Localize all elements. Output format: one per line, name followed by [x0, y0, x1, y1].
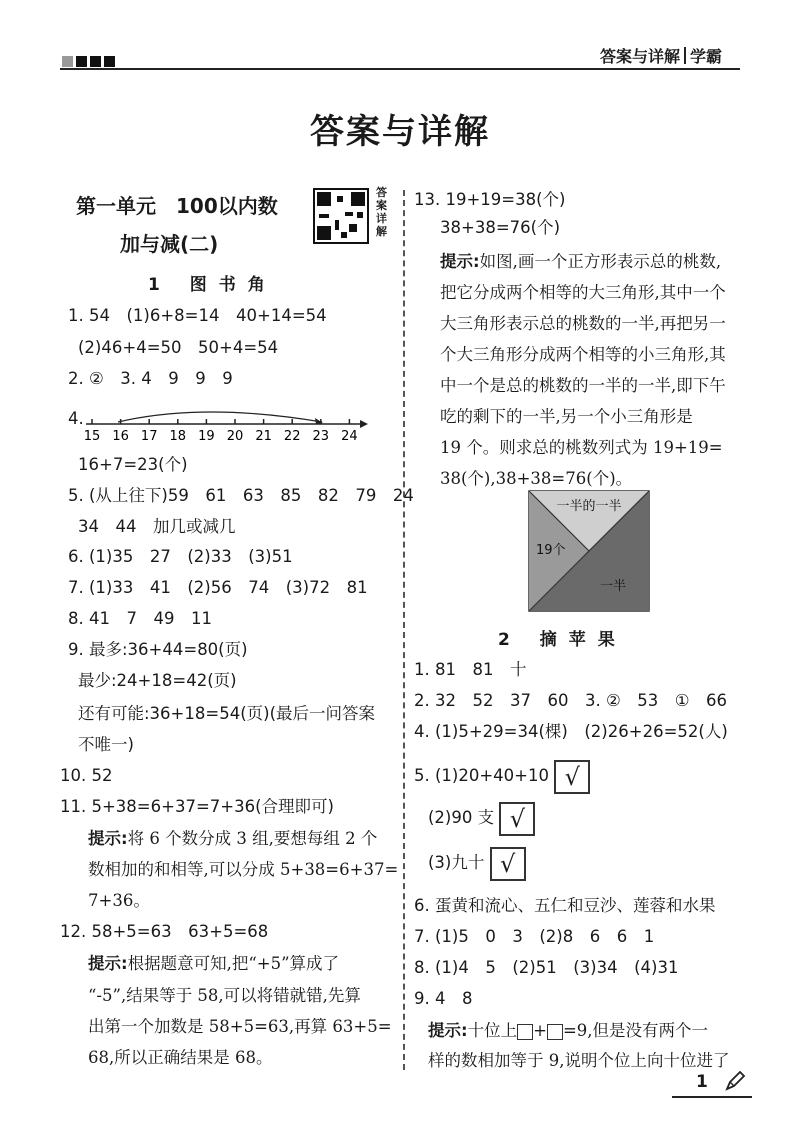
hint-b9: 提示:十位上 + =9,但是没有两个一 — [428, 1021, 709, 1040]
section-title-1: 1 图书角 — [148, 275, 277, 295]
answer-b5c: (3)九十 √ — [428, 845, 526, 881]
number-line-label: 18 — [169, 429, 187, 444]
answer-9d: 不唯一) — [78, 735, 134, 754]
number-line-label: 24 — [341, 429, 358, 444]
qr-label: 答案详解 — [376, 186, 387, 238]
answer-5: 5. (从上往下)59 61 63 85 82 79 24 — [68, 486, 414, 505]
answer-12: 12. 58+5=63 63+5=68 — [60, 922, 269, 941]
number-line-label: 15 — [84, 429, 101, 444]
hint-13-8: 38(个),38+38=76(个)。 — [440, 469, 633, 488]
header-title: 答案与详解 — [599, 47, 680, 66]
answer-b4: 4. (1)5+29=34(棵) (2)26+26=52(人) — [414, 722, 728, 741]
answer-b8: 8. (1)4 5 (2)51 (3)34 (4)31 — [414, 958, 679, 977]
number-line-label: 17 — [140, 429, 158, 444]
qr-code[interactable] — [313, 188, 369, 244]
answer-4b: 16+7=23(个) — [78, 455, 188, 474]
diagram-label-left: 19个 — [536, 543, 566, 558]
header-brand: 学霸 — [690, 47, 723, 66]
footer-rule — [672, 1096, 752, 1098]
hint-12d: 出第一个加数是 58+5=63,再算 63+5= — [88, 1017, 392, 1036]
square-diagram — [528, 490, 650, 612]
unit-title-line2: 加与减(二) — [120, 232, 219, 256]
unit-title-line1: 第一单元 100以内数 — [76, 194, 278, 218]
hint-b9c: 样的数相加等于 9,说明个位上向十位进了 — [428, 1051, 730, 1070]
answer-1: 1. 54 (1)6+8=14 40+14=54 — [68, 306, 327, 325]
hint-13-7: 19 个。则求总的桃数列式为 19+19= — [440, 438, 723, 457]
answer-13b: 38+38=76(个) — [440, 218, 561, 237]
check-box-1: √ — [554, 760, 590, 794]
hint-13-5: 中一个是总的桃数的一半的一半,即下午 — [440, 376, 726, 395]
hint-11d: 7+36。 — [88, 891, 150, 910]
answer-9c: 还有可能:36+18=54(页)(最后一问答案 — [78, 704, 376, 723]
header-separator — [684, 47, 686, 64]
answer-11: 11. 5+38=6+37=7+36(合理即可) — [60, 797, 334, 816]
page-title: 答案与详解 — [310, 112, 490, 152]
column-divider — [403, 190, 405, 1070]
check-box-3: √ — [490, 847, 526, 881]
hint-13-4: 个大三角形分成两个相等的小三角形,其 — [440, 345, 726, 364]
number-line-label: 22 — [283, 429, 301, 444]
number-line-label: 21 — [255, 429, 272, 444]
answer-b9: 9. 4 8 — [414, 989, 473, 1008]
answer-2-3: 2. ② 3. 4 9 9 9 — [68, 369, 233, 388]
hint-13-3: 大三角形表示总的桃数的一半,再把另一 — [440, 314, 726, 333]
section-title-2: 2 摘苹果 — [498, 630, 627, 650]
diagram-label-right: 一半 — [600, 579, 627, 594]
hint-12e: 68,所以正确结果是 68。 — [88, 1048, 273, 1067]
number-line-label: 20 — [226, 429, 244, 444]
hint-12c: “-5”,结果等于 58,可以将错就错,先算 — [88, 986, 361, 1005]
hint-13-1: 提示:如图,画一个正方形表示总的桃数, — [440, 252, 722, 271]
page-number: 1 — [696, 1072, 708, 1092]
answer-5b: 34 44 加几或减几 — [78, 517, 236, 536]
check-box-2: √ — [499, 802, 535, 836]
answer-b5a: 5. (1)20+40+10 √ — [414, 758, 590, 794]
number-line-label: 16 — [112, 429, 129, 444]
answer-6: 6. (1)35 27 (2)33 (3)51 — [68, 547, 293, 566]
hint-13-2: 把它分成两个相等的大三角形,其中一个 — [440, 283, 726, 302]
diagram-label-top: 一半的一半 — [556, 499, 622, 514]
answer-1b: (2)46+4=50 50+4=54 — [78, 338, 279, 357]
answer-b6: 6. 蛋黄和流心、五仁和豆沙、莲蓉和水果 — [414, 896, 716, 915]
hint-11: 提示:将 6 个数分成 3 组,要想每组 2 个 — [88, 829, 378, 848]
answer-10: 10. 52 — [60, 766, 113, 785]
answer-9b: 最少:24+18=42(页) — [78, 671, 237, 690]
pencil-icon — [724, 1070, 746, 1092]
answer-b7: 7. (1)5 0 3 (2)8 6 6 1 — [414, 927, 655, 946]
answer-4: 4. — [68, 409, 84, 428]
hint-13-6: 吃的剩下的一半,另一个小三角形是 — [440, 407, 693, 426]
answer-8: 8. 41 7 49 11 — [68, 609, 212, 628]
number-line-label: 19 — [198, 429, 215, 444]
header-rule — [60, 68, 740, 70]
answer-b5b: (2)90 支 √ — [428, 800, 535, 836]
hint-11c: 数相加的和相等,可以分成 5+38=6+37= — [88, 860, 399, 879]
answer-b1: 1. 81 81 十 — [414, 660, 527, 679]
answer-13: 13. 19+19=38(个) — [414, 190, 566, 209]
hint-12: 提示:根据题意可知,把“+5”算成了 — [88, 954, 340, 973]
number-line — [84, 410, 374, 446]
answer-7: 7. (1)33 41 (2)56 74 (3)72 81 — [68, 578, 368, 597]
answer-b2: 2. 32 52 37 60 3. ② 53 ① 66 — [414, 691, 728, 710]
number-line-label: 23 — [312, 429, 330, 444]
answer-9: 9. 最多:36+44=80(页) — [68, 640, 248, 659]
